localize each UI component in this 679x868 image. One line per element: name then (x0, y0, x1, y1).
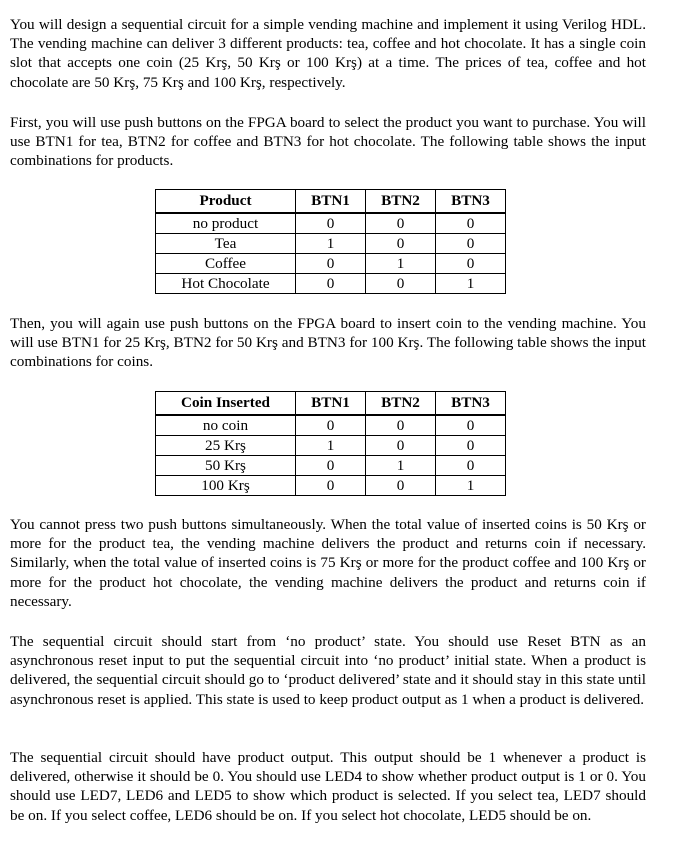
table-cell: Tea (156, 234, 296, 254)
table-row (156, 476, 506, 496)
table-cell: 0 (436, 456, 506, 476)
states-paragraph: The sequential circuit should start from ‘no product’ state. You should use Reset BTN as an asynchronous reset input to put the sequential circuit into ‘no product’ initial state. When a product is delivered, the sequential circuit should go to ‘product delivered’ state and it should stay in this state until asynchronous reset is applied. This state is used to keep product output as 1 when a product is delivered. (10, 633, 646, 708)
table-row (156, 234, 506, 254)
table-cell: no coin (156, 415, 296, 436)
table-cell: 1 (296, 234, 366, 254)
table-cell: 1 (436, 274, 506, 294)
table-row (156, 436, 506, 456)
table-cell: 0 (436, 436, 506, 456)
output-paragraph: The sequential circuit should have product output. This output should be 1 whenever a product is delivered, otherwise it should be 0. You should use LED4 to show whether product output is 1 or 0. You should use LED7, LED6 and LED5 to show which product is selected. If you select tea, LED7 should be on. If you select coffee, LED6 should be on. If you select hot chocolate, LED5 should be on. (10, 749, 646, 824)
table-cell: 1 (436, 476, 506, 496)
table-cell: 0 (296, 415, 366, 436)
table-cell: 50 Krş (156, 456, 296, 476)
table-cell: 0 (296, 213, 366, 234)
table-cell: 1 (366, 456, 436, 476)
table-cell: 1 (366, 254, 436, 274)
column-header: Coin Inserted (156, 392, 296, 416)
table-cell: 0 (366, 274, 436, 294)
table-cell: 0 (366, 234, 436, 254)
column-header: BTN3 (436, 190, 506, 214)
table-cell: 0 (436, 234, 506, 254)
table-row (156, 213, 506, 234)
table-cell: 25 Krş (156, 436, 296, 456)
table-row (156, 254, 506, 274)
table-cell: 0 (296, 274, 366, 294)
product-table (155, 189, 506, 294)
table-cell: 0 (436, 254, 506, 274)
table-cell: 100 Krş (156, 476, 296, 496)
column-header: BTN1 (296, 392, 366, 416)
simultaneous-press-paragraph: You cannot press two push buttons simultaneously. When the total value of inserted coins is 50 Krş or more for the product tea, the vending machine delivers the product and returns coin if necessary. Similarly, when the total value of inserted coins is 75 Krş or more for the product coffee and 100 Krş or more for the product hot chocolate, the vending machine delivers the product and returns coin if necessary. (10, 516, 646, 610)
table-cell: 0 (366, 436, 436, 456)
table-cell: 0 (366, 476, 436, 496)
table-cell: 0 (296, 254, 366, 274)
table-cell: 0 (436, 415, 506, 436)
table-cell: 1 (296, 436, 366, 456)
column-header: BTN2 (366, 392, 436, 416)
table-row (156, 415, 506, 436)
table-cell: 0 (436, 213, 506, 234)
select-product-paragraph: First, you will use push buttons on the FPGA board to select the product you want to purchase. You will use BTN1 for tea, BTN2 for coffee and BTN3 for hot chocolate. The following table shows the input combinations for products. (10, 114, 646, 170)
coin-table (155, 391, 506, 496)
table-row (156, 456, 506, 476)
table-cell: no product (156, 213, 296, 234)
table-cell: 0 (366, 213, 436, 234)
intro-paragraph: You will design a sequential circuit for a simple vending machine and implement it using Verilog HDL. The vending machine can deliver 3 different products: tea, coffee and hot chocolate. It has a single coin slot that accepts one coin (25 Krş, 50 Krş or 100 Krş) at a time. The prices of tea, coffee and hot chocolate are 50 Krş, 75 Krş and 100 Krş, respectively. (10, 16, 646, 91)
column-header: Product (156, 190, 296, 214)
table-header-row (156, 392, 506, 416)
table-row (156, 274, 506, 294)
column-header: BTN1 (296, 190, 366, 214)
column-header: BTN2 (366, 190, 436, 214)
column-header: BTN3 (436, 392, 506, 416)
table-cell: Hot Chocolate (156, 274, 296, 294)
table-header-row (156, 190, 506, 214)
insert-coin-paragraph: Then, you will again use push buttons on the FPGA board to insert coin to the vending machine. You will use BTN1 for 25 Krş, BTN2 for 50 Krş and BTN3 for 100 Krş. The following table shows the input combinations for coins. (10, 315, 646, 371)
table-cell: Coffee (156, 254, 296, 274)
table-cell: 0 (366, 415, 436, 436)
table-cell: 0 (296, 476, 366, 496)
table-cell: 0 (296, 456, 366, 476)
